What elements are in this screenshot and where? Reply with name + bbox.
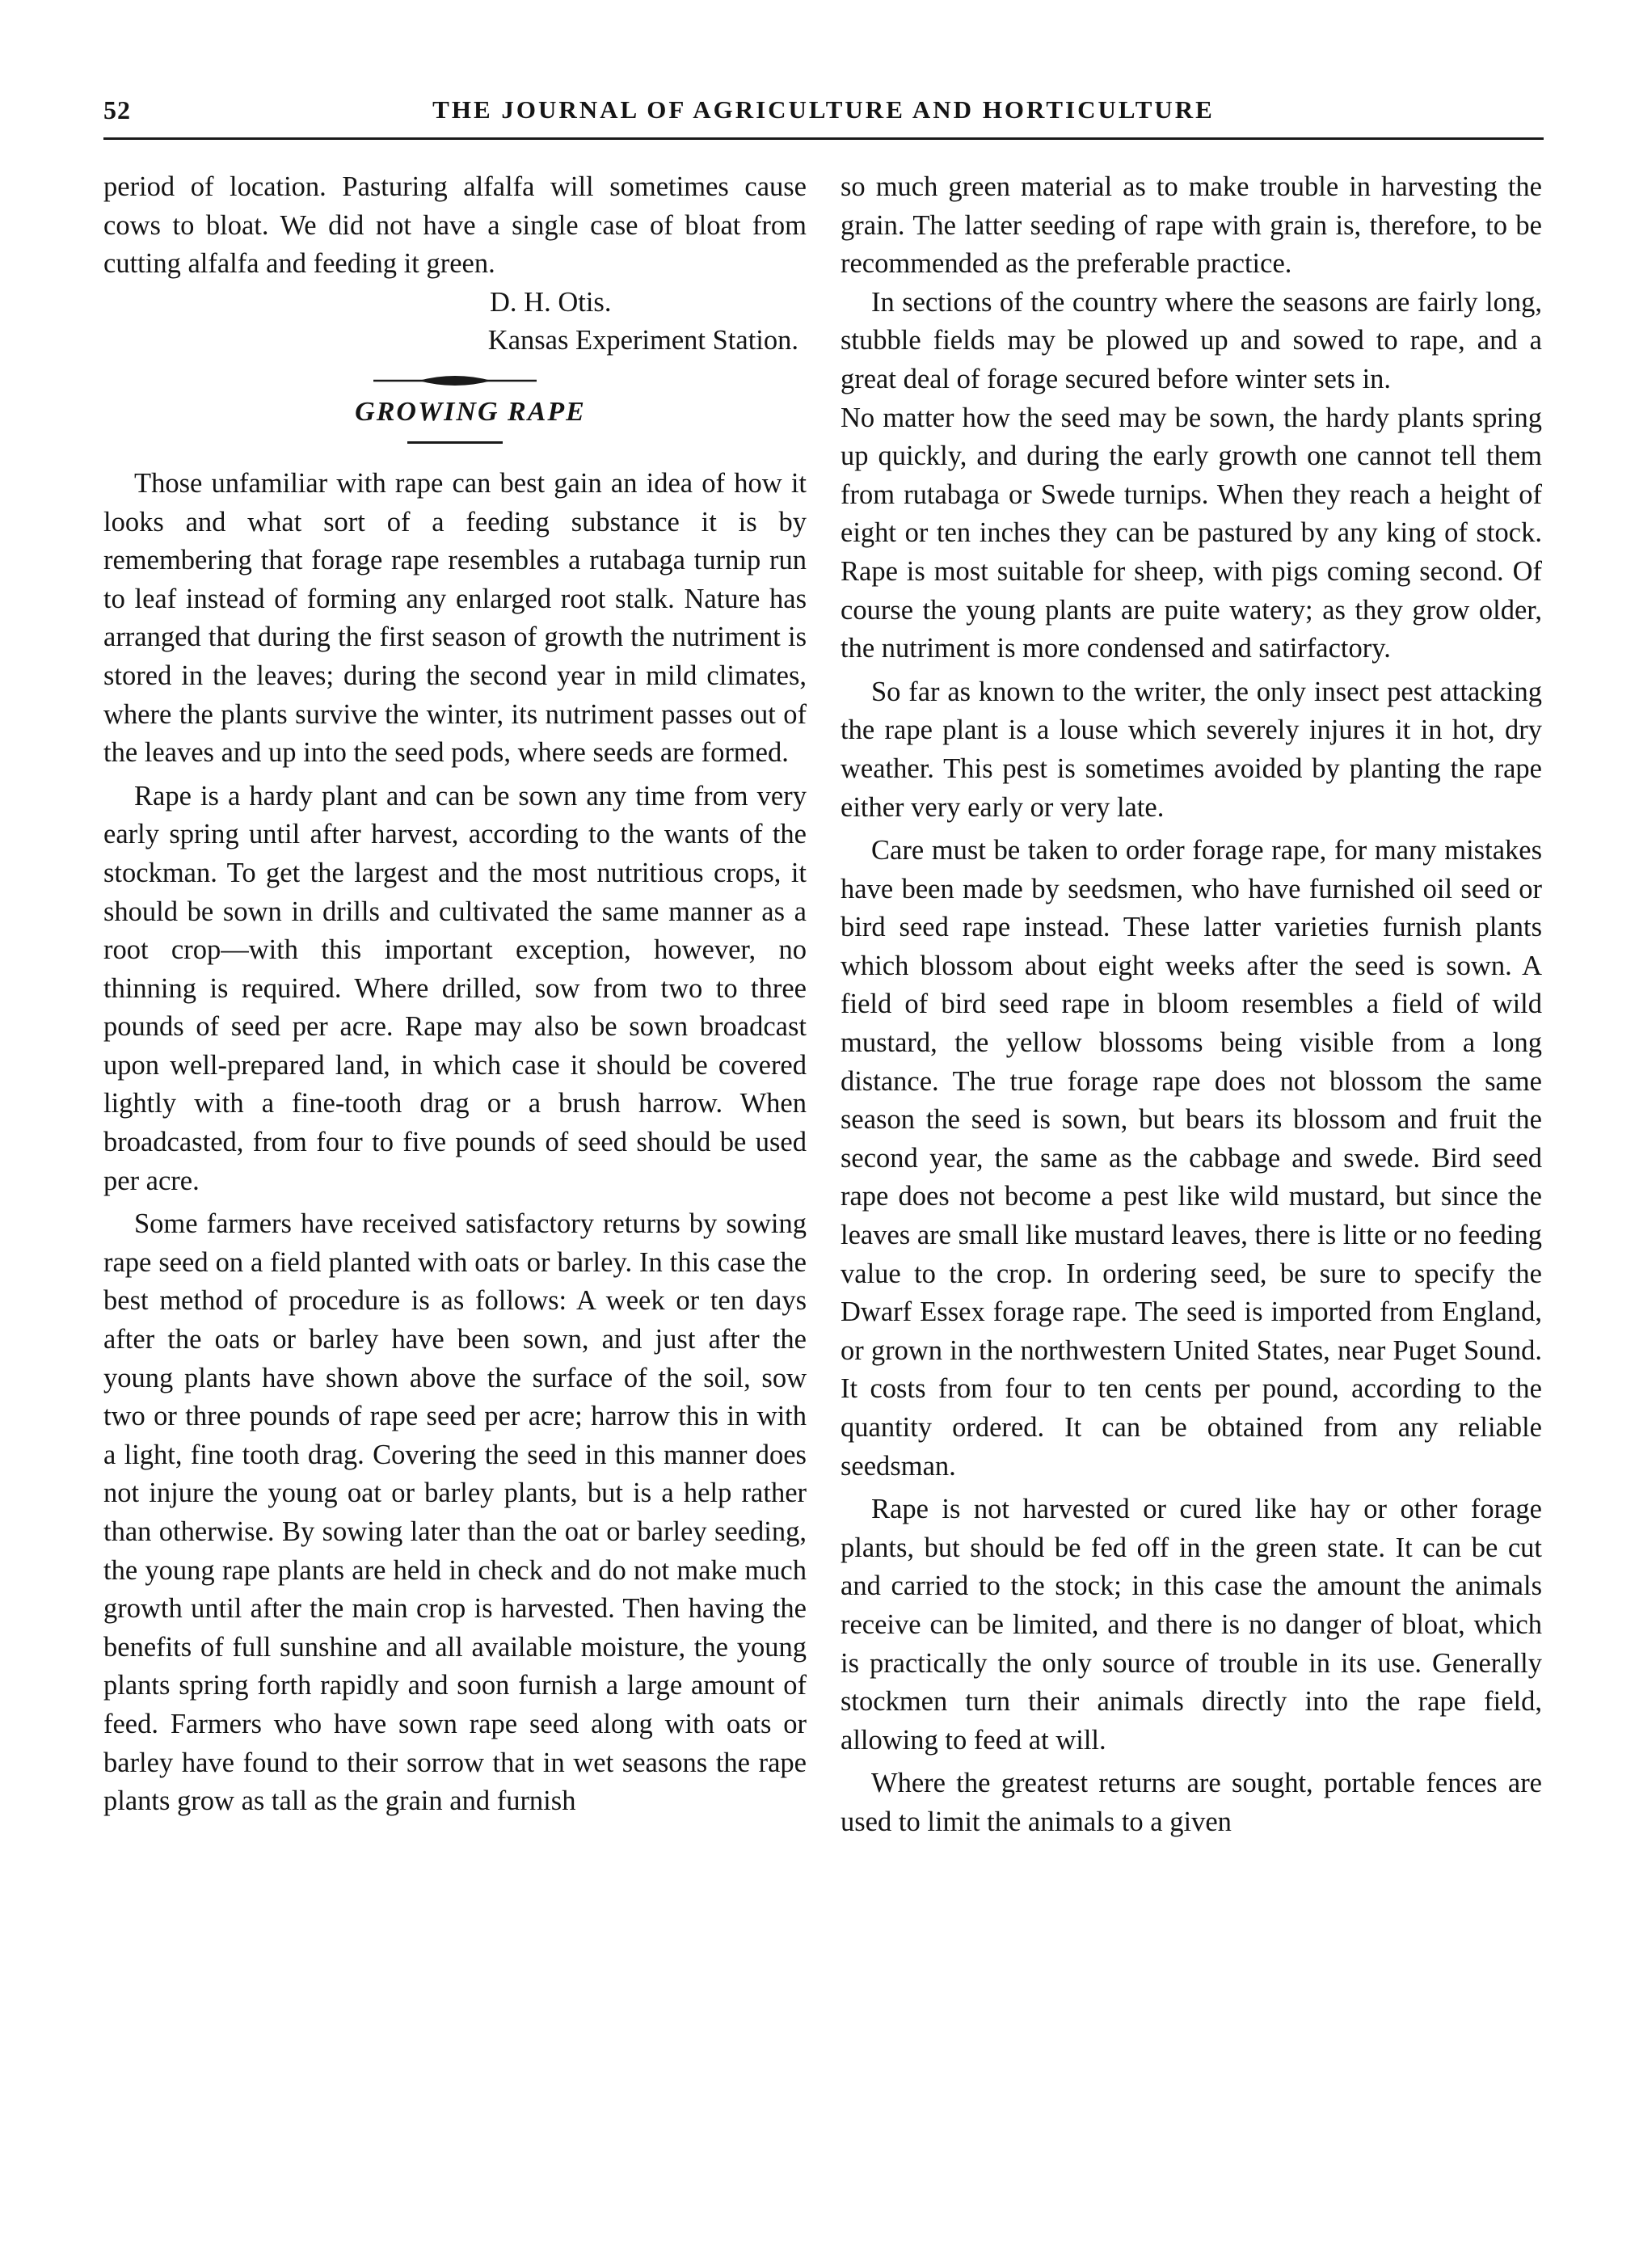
page-header	[103, 95, 1544, 131]
body-paragraph: Rape is a hardy plant and can be sown any time from very early spring until after harvest, according to the wants of the stockman. To get the largest and the most nutritious crops, it should be sown in drills and cultivated the same manner as a root crop—with this important exception, however, no thinning is required. Where drilled, sow from two to three pounds of seed per acre. Rape may also be sown broadcast upon well-prepared land, in which case it should be covered lightly with a fine-tooth drag or a brush harrow. When broadcasted, from four to five pounds of seed should be used per acre.	[103, 780, 807, 1196]
body-paragraph: No matter how the seed may be sown, the hardy plants spring up quickly, and during the early growth one cannot tell them from rutabaga or Swede turnips. When they reach a height of eight or ten inches they can be pastured by any king of stock. Rape is most suitable for sheep, with pigs coming second. Of course the young plants are puite watery; as they grow older, the nutriment is more condensed and satirfactory.	[841, 402, 1542, 664]
journal-title: THE JOURNAL OF AGRICULTURE AND HORTICULTURE	[432, 95, 1215, 124]
ornamental-divider	[370, 372, 540, 390]
body-paragraph: Some farmers have received satisfactory returns by sowing rape seed on a field planted with oats or barley. In this case the best method of procedure is as follows: A week or ten days after the oats or barley have been sown, and just after the young plants have shown above the surface of the soil, sow two or three pounds of rape seed per acre; harrow this in with a light, fine tooth drag. Covering the seed in this manner does not injure the young oat or barley plants, but is a help rather than otherwise. By sowing later than the oat or barley seeding, the young rape plants are held in check and do not make much growth until after the main crop is harvested. Then having the benefits of full sunshine and all available moisture, the young plants spring forth rapidly and soon furnish a large amount of feed. Farmers who have sown rape seed along with oats or barley have found to their sorrow that in wet seasons the rape plants grow as tall as the grain and furnish	[103, 1208, 807, 1817]
author-affiliation: Kansas Experiment Station.	[487, 325, 798, 356]
header-rule	[103, 137, 1544, 140]
body-paragraph: so much green material as to make trouble in harvesting the grain. The latter seeding of rape with grain is, therefore, to be recommended as the preferable practice.	[841, 171, 1542, 280]
page-number: 52	[103, 95, 131, 124]
body-paragraph: In sections of the country where the seasons are fairly long, stubble fields may be plowed up and sowed to rape, and a great deal of forage secured before winter sets in.	[841, 286, 1542, 394]
article-title: GROWING RAPE	[355, 396, 586, 427]
right-column	[841, 168, 1542, 1842]
left-column	[103, 168, 807, 1821]
carryover-paragraph: period of location. Pasturing alfalfa will sometimes cause cows to bloat. We did not have a single case of bloat from cutting alfalfa and feeding it green.	[103, 171, 807, 280]
body-paragraph: Where the greatest returns are sought, portable fences are used to limit the animals to a given	[841, 1768, 1542, 1837]
author-signature: D. H. Otis.	[490, 286, 612, 318]
body-paragraph: Rape is not harvested or cured like hay or other forage plants, but should be fed off in the green state. It can be cut and carried to the stock; in this case the amount the animals receive can be limited, and there is no danger of bloat, which is practically the only source of trouble in its use. Generally stockmen turn their animals directly into the rape field, allowing to feed at will.	[841, 1494, 1542, 1756]
body-paragraph: Those unfamiliar with rape can best gain an idea of how it looks and what sort of a feeding substance it is by remembering that forage rape resembles a rutabaga turnip run to leaf instead of forming any enlarged root stalk. Nature has arranged that during the first season of growth the nutriment is stored in the leaves; during the second year in mild climates, where the plants survive the winter, its nutriment passes out of the leaves and up into the seed pods, where seeds are formed.	[103, 467, 807, 769]
body-paragraph: Care must be taken to order forage rape, for many mistakes have been made by seedsmen, who have furnished oil seed or bird seed rape instead. These latter varieties furnish plants which blossom about eight weeks after the seed is sown. A field of bird seed rape in bloom resembles a field of wild mustard, the yellow blossoms being visible from a long distance. The true forage rape does not blossom the same season the seed is sown, but bears its blossom and fruit the second year, the same as the cabbage and swede. Bird seed rape does not become a pest like wild mustard, but since the leaves are small like mustard leaves, there is litte or no feeding value to the crop. In ordering seed, be sure to specify the Dwarf Essex forage rape. The seed is imported from England, or grown in the northwestern United States, near Puget Sound. It costs from four to ten cents per pound, according to the quantity ordered. It can be obtained from any reliable seedsman.	[841, 835, 1542, 1482]
title-rule	[407, 441, 503, 444]
body-paragraph: So far as known to the writer, the only insect pest attacking the rape plant is a louse which severely injures it in hot, dry weather. This pest is sometimes avoided by planting the rape either very early or very late.	[841, 676, 1542, 823]
